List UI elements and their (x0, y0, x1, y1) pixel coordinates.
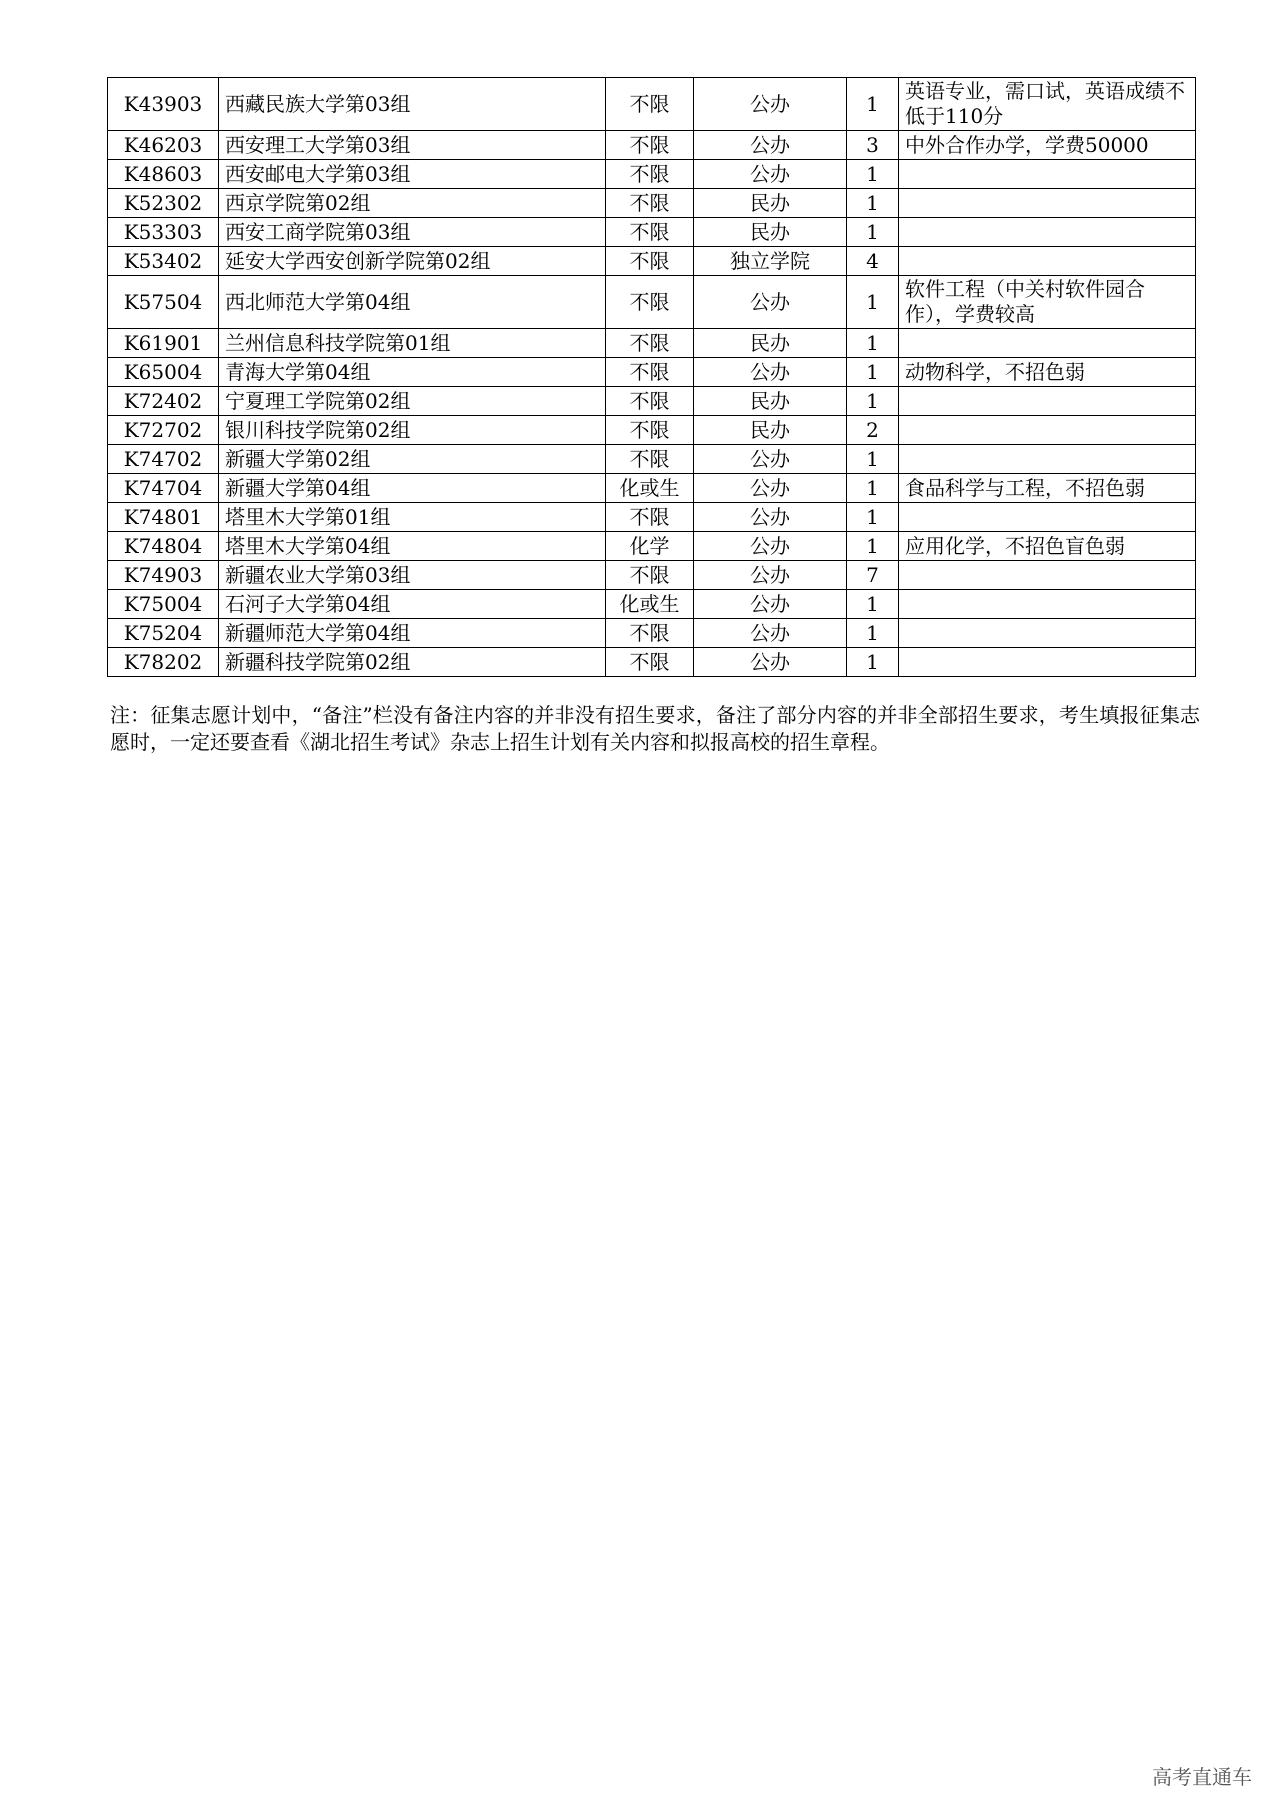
cell-code: K74702 (108, 445, 219, 474)
table-row (108, 648, 1196, 677)
cell-school-name: 西京学院第02组 (219, 189, 606, 218)
cell-plan-count: 1 (847, 189, 899, 218)
cell-plan-count: 1 (847, 276, 899, 329)
cell-school-name: 新疆科技学院第02组 (219, 648, 606, 677)
cell-plan-count: 1 (847, 445, 899, 474)
cell-subject-requirement: 不限 (606, 648, 694, 677)
cell-remark: 软件工程（中关村软件园合作），学费较高 (899, 276, 1196, 329)
cell-code: K65004 (108, 358, 219, 387)
cell-school-type: 公办 (694, 503, 847, 532)
cell-school-name: 新疆师范大学第04组 (219, 619, 606, 648)
cell-code: K57504 (108, 276, 219, 329)
cell-subject-requirement: 不限 (606, 218, 694, 247)
cell-remark (899, 503, 1196, 532)
table-row (108, 532, 1196, 561)
cell-plan-count: 1 (847, 78, 899, 131)
table-row (108, 619, 1196, 648)
cell-school-name: 塔里木大学第04组 (219, 532, 606, 561)
cell-school-type: 公办 (694, 131, 847, 160)
cell-code: K52302 (108, 189, 219, 218)
cell-school-name: 西藏民族大学第03组 (219, 78, 606, 131)
table-row (108, 131, 1196, 160)
cell-school-name: 新疆农业大学第03组 (219, 561, 606, 590)
cell-remark (899, 561, 1196, 590)
cell-school-type: 公办 (694, 474, 847, 503)
cell-subject-requirement: 不限 (606, 276, 694, 329)
table-row (108, 561, 1196, 590)
cell-plan-count: 1 (847, 648, 899, 677)
cell-remark (899, 590, 1196, 619)
cell-plan-count: 1 (847, 532, 899, 561)
table-row (108, 503, 1196, 532)
cell-code: K53402 (108, 247, 219, 276)
cell-plan-count: 1 (847, 160, 899, 189)
cell-school-name: 西安邮电大学第03组 (219, 160, 606, 189)
table-row (108, 276, 1196, 329)
cell-subject-requirement: 不限 (606, 160, 694, 189)
cell-remark (899, 387, 1196, 416)
cell-school-type: 民办 (694, 416, 847, 445)
cell-code: K72402 (108, 387, 219, 416)
cell-school-type: 公办 (694, 619, 847, 648)
cell-school-name: 新疆大学第02组 (219, 445, 606, 474)
cell-subject-requirement: 化学 (606, 532, 694, 561)
cell-school-type: 公办 (694, 648, 847, 677)
cell-code: K74704 (108, 474, 219, 503)
cell-remark (899, 416, 1196, 445)
cell-remark (899, 619, 1196, 648)
cell-subject-requirement: 不限 (606, 503, 694, 532)
cell-school-type: 公办 (694, 276, 847, 329)
table-row (108, 329, 1196, 358)
cell-school-name: 青海大学第04组 (219, 358, 606, 387)
cell-plan-count: 7 (847, 561, 899, 590)
cell-school-type: 公办 (694, 78, 847, 131)
table-row (108, 590, 1196, 619)
cell-school-name: 宁夏理工学院第02组 (219, 387, 606, 416)
table-row (108, 445, 1196, 474)
cell-school-type: 公办 (694, 532, 847, 561)
cell-school-name: 西安理工大学第03组 (219, 131, 606, 160)
cell-school-type: 公办 (694, 160, 847, 189)
cell-school-type: 公办 (694, 358, 847, 387)
cell-school-type: 独立学院 (694, 247, 847, 276)
cell-plan-count: 1 (847, 503, 899, 532)
cell-school-type: 公办 (694, 561, 847, 590)
cell-subject-requirement: 不限 (606, 561, 694, 590)
cell-subject-requirement: 不限 (606, 416, 694, 445)
cell-code: K78202 (108, 648, 219, 677)
cell-school-type: 民办 (694, 387, 847, 416)
cell-subject-requirement: 化或生 (606, 474, 694, 503)
enrollment-plan-table (107, 77, 1196, 677)
cell-school-type: 公办 (694, 445, 847, 474)
cell-subject-requirement: 不限 (606, 358, 694, 387)
table-row (108, 218, 1196, 247)
table-row (108, 416, 1196, 445)
cell-school-name: 兰州信息科技学院第01组 (219, 329, 606, 358)
cell-subject-requirement: 不限 (606, 445, 694, 474)
cell-subject-requirement: 不限 (606, 247, 694, 276)
cell-code: K72702 (108, 416, 219, 445)
cell-remark: 英语专业，需口试，英语成绩不低于110分 (899, 78, 1196, 131)
table-row (108, 189, 1196, 218)
cell-school-type: 民办 (694, 329, 847, 358)
cell-remark (899, 189, 1196, 218)
table-row (108, 160, 1196, 189)
watermark: 高考直通车 (1152, 1765, 1252, 1789)
cell-plan-count: 3 (847, 131, 899, 160)
cell-subject-requirement: 不限 (606, 189, 694, 218)
cell-remark: 中外合作办学，学费50000 (899, 131, 1196, 160)
cell-code: K75204 (108, 619, 219, 648)
cell-school-type: 公办 (694, 590, 847, 619)
cell-remark (899, 160, 1196, 189)
cell-code: K74804 (108, 532, 219, 561)
cell-school-name: 西安工商学院第03组 (219, 218, 606, 247)
cell-school-name: 西北师范大学第04组 (219, 276, 606, 329)
cell-school-name: 石河子大学第04组 (219, 590, 606, 619)
cell-school-name: 新疆大学第04组 (219, 474, 606, 503)
cell-code: K53303 (108, 218, 219, 247)
cell-plan-count: 1 (847, 218, 899, 247)
cell-school-name: 银川科技学院第02组 (219, 416, 606, 445)
cell-plan-count: 1 (847, 329, 899, 358)
cell-remark (899, 329, 1196, 358)
table-row (108, 78, 1196, 131)
cell-school-type: 民办 (694, 189, 847, 218)
cell-code: K61901 (108, 329, 219, 358)
cell-subject-requirement: 不限 (606, 131, 694, 160)
cell-plan-count: 1 (847, 619, 899, 648)
cell-code: K75004 (108, 590, 219, 619)
cell-remark: 食品科学与工程，不招色弱 (899, 474, 1196, 503)
cell-subject-requirement: 不限 (606, 619, 694, 648)
cell-plan-count: 1 (847, 387, 899, 416)
cell-subject-requirement: 不限 (606, 329, 694, 358)
cell-code: K74801 (108, 503, 219, 532)
cell-plan-count: 4 (847, 247, 899, 276)
cell-code: K43903 (108, 78, 219, 131)
cell-remark: 动物科学，不招色弱 (899, 358, 1196, 387)
cell-code: K48603 (108, 160, 219, 189)
cell-code: K74903 (108, 561, 219, 590)
cell-school-name: 塔里木大学第01组 (219, 503, 606, 532)
table-row (108, 247, 1196, 276)
cell-subject-requirement: 不限 (606, 387, 694, 416)
table-row (108, 474, 1196, 503)
cell-plan-count: 1 (847, 474, 899, 503)
table-row (108, 358, 1196, 387)
cell-plan-count: 1 (847, 590, 899, 619)
footnote: 注：征集志愿计划中，“备注”栏没有备注内容的并非没有招生要求，备注了部分内容的并非全部招生要求，考生填报征集志愿时，一定还要查看《湖北招生考试》杂志上招生计划有关内容和拟报高校的招生章程。 (110, 703, 1200, 754)
cell-school-name: 延安大学西安创新学院第02组 (219, 247, 606, 276)
cell-remark (899, 218, 1196, 247)
table-body (108, 78, 1196, 677)
cell-remark (899, 648, 1196, 677)
cell-plan-count: 2 (847, 416, 899, 445)
cell-subject-requirement: 不限 (606, 78, 694, 131)
cell-remark (899, 247, 1196, 276)
cell-subject-requirement: 化或生 (606, 590, 694, 619)
cell-plan-count: 1 (847, 358, 899, 387)
cell-code: K46203 (108, 131, 219, 160)
cell-school-type: 民办 (694, 218, 847, 247)
cell-remark (899, 445, 1196, 474)
cell-remark: 应用化学，不招色盲色弱 (899, 532, 1196, 561)
table-row (108, 387, 1196, 416)
